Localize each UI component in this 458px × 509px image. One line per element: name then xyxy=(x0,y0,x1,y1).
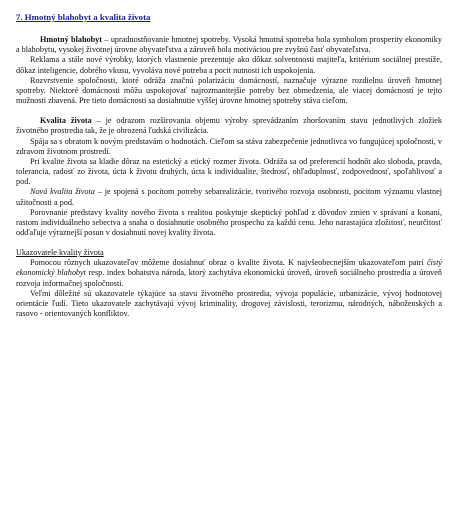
subheading-ukazovatele: Ukazovatele kvality života xyxy=(16,248,104,258)
page-heading: 7. Hmotný blahobyt a kvalita života xyxy=(16,12,151,22)
document-page xyxy=(16,12,442,319)
paragraph-nova-kvalita xyxy=(16,187,442,207)
paragraph-spaja-sa: Spája sa s obratom k novým predstavám o hodnotách. Cieľom sa stáva zabezpečenie jednotlivca vo fungujúcej spoločnosti, v zdravom životnom prostredí. xyxy=(16,136,442,156)
term-kvalita-zivota: Kvalita života xyxy=(40,116,92,126)
paragraph-hmotny-blahobyt xyxy=(16,35,442,55)
paragraph-text: Pomocou rôznych ukazovateľov môžeme dosiahnuť obraz o kvalite života. K najvšeobecnejším ukazovateľom patrí xyxy=(30,258,427,268)
paragraph-pomocou xyxy=(16,258,442,288)
term-hmotny-blahobyt: Hmotný blahobyt xyxy=(40,35,102,45)
term-cisty-ekonomicky-blahobyt: čistý ekonomický blahobyt xyxy=(16,258,442,278)
paragraph-text: – je odrazom rozširovania objemu výroby sprevádzaním zhoršovaním stavu jednotlivých zložiek životného prostredia tak, že je ohrozená ľudská civilizácia. xyxy=(16,116,442,136)
paragraph-kvalita-zivota xyxy=(16,116,442,136)
paragraph-text: resp. index bohatstva národa, ktorý zachytáva ekonomickú úroveň, úroveň sociálneho prostredia a úroveň rozvoja informačnej spoločnosti. xyxy=(16,268,442,288)
term-nova-kvalita-zivota: Nová kvalita života xyxy=(30,187,95,197)
paragraph-rozvrstvenie: Rozvrstvenie spoločnosti, ktoré odráža značnú polarizáciu domácností, naznačuje výrazne rozdielnu úroveň hmotnej spotreby. Niektoré domácnosti môžu uspokojovať najrozmanitejšie potreby bez obmedzenia, ale viacej domácností je tejto možnosti zbavená. Pre tieto domácnosti sa dosiahnutie vyššej úrovne hmotnej spotreby stáva cieľom. xyxy=(16,75,442,106)
paragraph-velmi-dolezite: Veľmi dôležité sú ukazovatele týkajúce sa stavu životného prostredia, vývoja populácie, urbanizácie, vývoj hodnotovej orientácie ľudí. Tieto ukazovatele zachytávajú vývoj kriminality, drogovej závislosti, terorizmu, národných, náboženských a rasovo - orientovaných konfliktov. xyxy=(16,288,442,319)
paragraph-pri-kvalite: Pri kvalite života sa kladie dôraz na estetický a etický rozmer života. Odráža sa od preferencií hodnôt ako sloboda, pravda, tolerancia, radosť zo života, úcta k životu druhých, úcta k individualite, štedrosť, ohľaduplnosť, zodpovednosť, spoľahlivosť a pod. xyxy=(16,156,442,187)
paragraph-text: – je spojená s pocitom potreby sebarealizácie, tvorivého rozvoja osobnosti, pocitom významu vlastnej užitočnosti a pod. xyxy=(16,187,443,207)
paragraph-porovnanie: Porovnanie predstavy kvality nového života s realitou poskytuje skeptický pohľad z dôvodov zmien v správaní a konaní, rastom individuálneho sebectva a snaha o dosiahnutie osobného prospechu za každú cenu. Jeho narastajúca zložitosť, neurčitosť odďaľuje výraznejší posun v dosiahnutí novej kvality života. xyxy=(16,207,442,237)
paragraph-text: – upradnostňovanie hmotnej spotreby. Vysoká hmotná spotreba bola symbolom prosperity ekonomiky a blahobytu, vysokej životnej úrovne obyvateľstva a zároveň bola motiváciou pre zvyšnú časť obyvateľstva. xyxy=(16,35,442,55)
paragraph-reklama: Reklama a stále nové výrobky, ktorých vlastnenie prezentuje ako dôkaz solventnosti majiteľa, kritérium sociálnej prestíže, dôkaz inteligencie, dobrého vkusu, vyvoláva nové potreba a pocit nutnosti ich uspokojenia. xyxy=(16,55,442,75)
